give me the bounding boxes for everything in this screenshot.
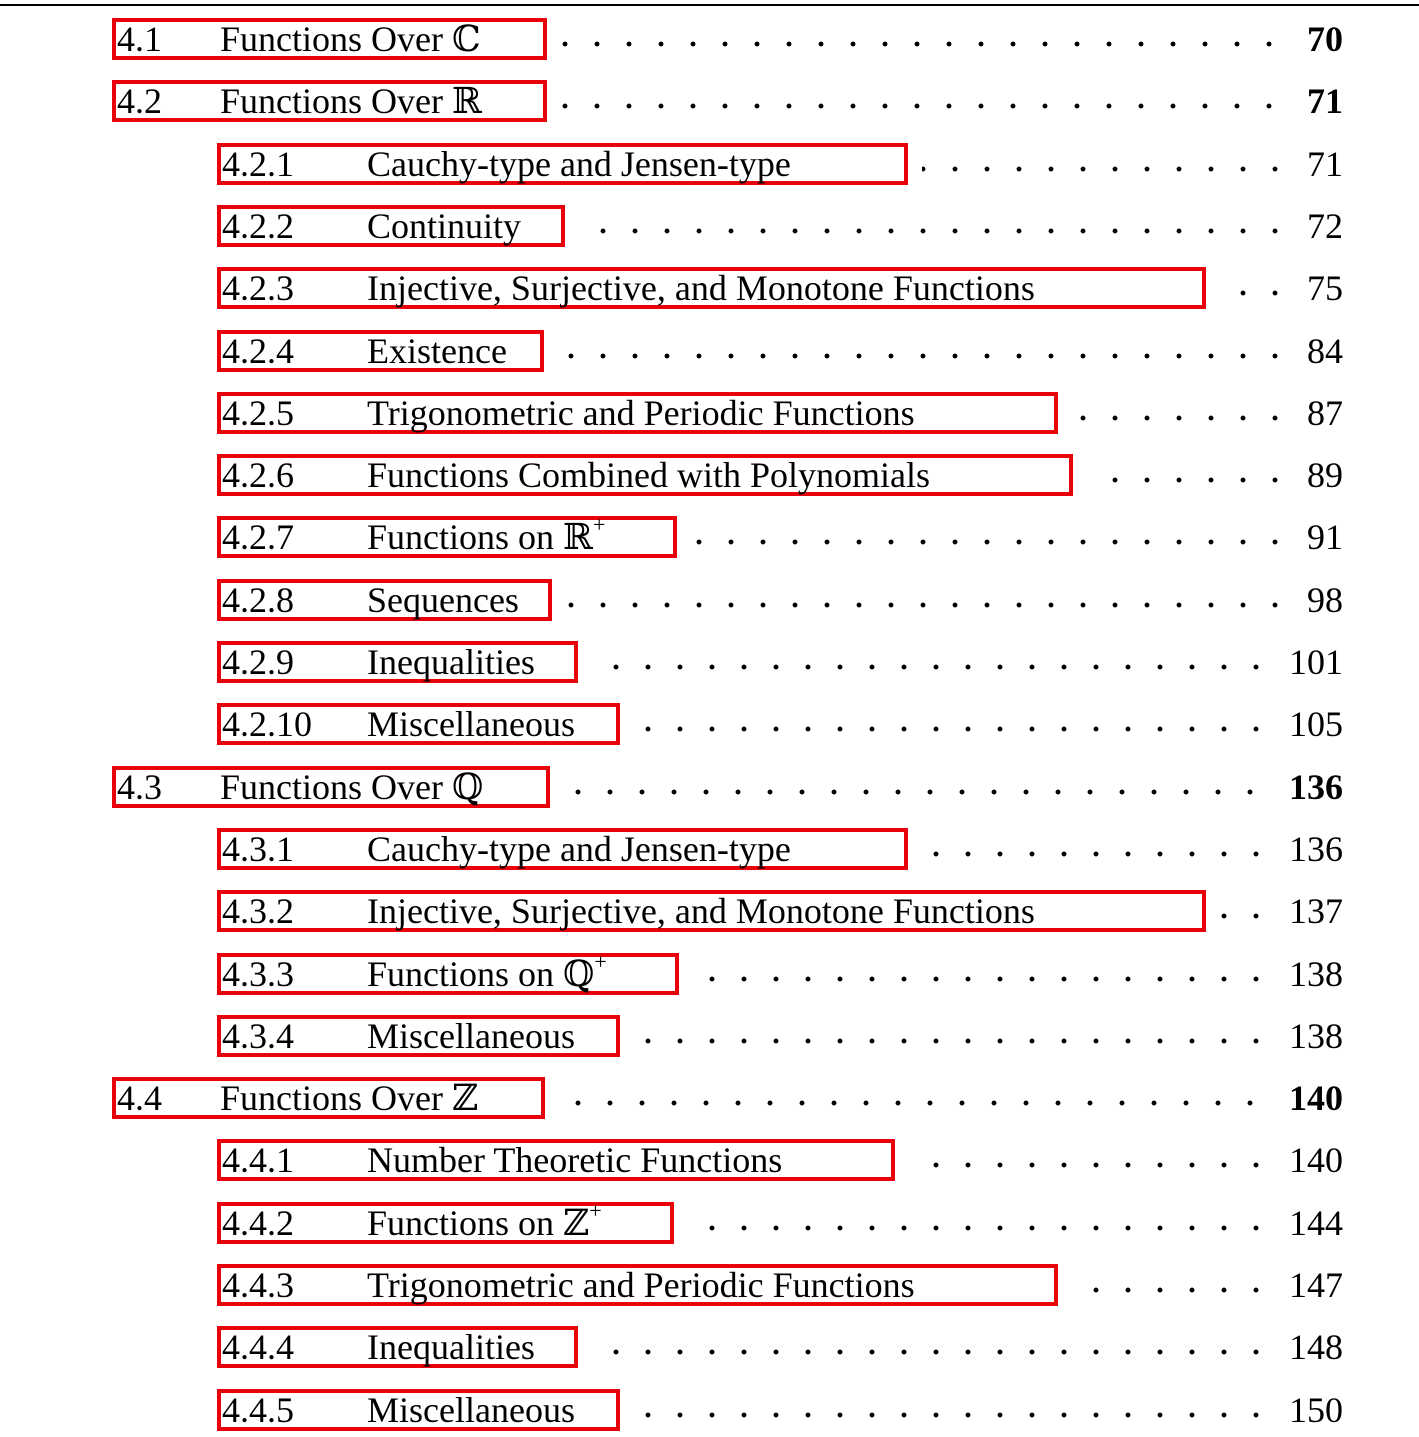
dot-leaders	[558, 352, 1291, 360]
page-number[interactable]: 71	[1307, 81, 1343, 122]
toc-entry-4-4-5[interactable]	[0, 1389, 1419, 1437]
highlight-box[interactable]	[217, 205, 565, 247]
dot-leaders	[1087, 476, 1291, 484]
dot-leaders	[1220, 912, 1272, 920]
entry-title: Injective, Surjective, and Monotone Functions	[367, 891, 1035, 932]
toc-entry-4-4-1[interactable]	[0, 1139, 1419, 1187]
highlight-box[interactable]	[217, 890, 1206, 932]
page-number[interactable]: 138	[1289, 1015, 1343, 1056]
page-number[interactable]: 98	[1307, 579, 1343, 620]
entry-number: 4.3	[117, 766, 162, 807]
dot-leaders	[693, 975, 1272, 983]
dot-leaders	[579, 227, 1291, 235]
toc-entry-4-4-3[interactable]	[0, 1264, 1419, 1312]
dot-leaders	[564, 788, 1266, 796]
entry-title: Inequalities	[367, 642, 535, 682]
entry-title: Miscellaneous	[367, 704, 575, 745]
entry-title: Functions Over ℤ	[220, 1078, 479, 1119]
highlight-box[interactable]	[217, 641, 578, 683]
highlight-box[interactable]	[112, 80, 547, 122]
page-number[interactable]: 70	[1307, 19, 1343, 59]
toc-entry-4-4-2[interactable]	[0, 1197, 1419, 1250]
entry-title: Functions Over ℚ	[220, 766, 484, 807]
toc-entry-4-2-4[interactable]	[0, 330, 1419, 378]
page-number[interactable]: 138	[1289, 953, 1343, 994]
highlight-box[interactable]	[217, 703, 620, 745]
entry-number: 4.3.3	[222, 953, 294, 994]
entry-number: 4.2.9	[222, 642, 294, 682]
entry-number: 4.1	[117, 19, 162, 59]
toc-entry-4-1[interactable]	[0, 18, 1419, 66]
page-number[interactable]: 136	[1289, 766, 1343, 807]
page-number[interactable]: 148	[1289, 1327, 1343, 1368]
page-number[interactable]: 136	[1289, 828, 1343, 869]
toc-entry-4-4[interactable]	[0, 1077, 1419, 1125]
dot-leaders	[1072, 1286, 1272, 1294]
highlight-box[interactable]	[217, 1015, 620, 1057]
page-number[interactable]: 105	[1289, 704, 1343, 745]
entry-title: Functions on ℝ+	[367, 512, 606, 558]
highlight-box[interactable]	[217, 330, 544, 372]
toc-entry-4-3-3[interactable]	[0, 948, 1419, 1001]
entry-title: Injective, Surjective, and Monotone Functions	[367, 268, 1035, 309]
dot-leaders	[1220, 289, 1291, 297]
dot-leaders	[634, 725, 1272, 733]
page-number[interactable]: 144	[1289, 1202, 1343, 1243]
entry-title: Cauchy-type and Jensen-type	[367, 828, 791, 869]
highlight-box[interactable]	[217, 454, 1073, 496]
highlight-box[interactable]	[217, 143, 908, 185]
toc-entry-4-3-1[interactable]	[0, 828, 1419, 876]
toc-entry-4-2-10[interactable]	[0, 703, 1419, 751]
entry-number: 4.4.3	[222, 1265, 294, 1305]
highlight-box[interactable]	[217, 512, 677, 558]
dot-leaders	[922, 165, 1291, 173]
entry-title: Number Theoretic Functions	[367, 1140, 783, 1181]
page-number[interactable]: 84	[1307, 330, 1343, 371]
entry-title: Trigonometric and Periodic Functions	[367, 1265, 915, 1305]
dot-leaders	[592, 1348, 1272, 1356]
toc-entry-4-2-6[interactable]	[0, 454, 1419, 502]
entry-number: 4.2.7	[222, 517, 294, 558]
entry-title: Functions on ℤ+	[367, 1197, 602, 1243]
entry-number: 4.4	[117, 1078, 162, 1119]
entry-number: 4.2.5	[222, 392, 294, 433]
page-number[interactable]: 75	[1307, 268, 1343, 309]
entry-number: 4.4.5	[222, 1389, 294, 1430]
entry-number: 4.3.2	[222, 891, 294, 932]
page-number[interactable]: 147	[1289, 1265, 1343, 1305]
dot-leaders	[688, 1224, 1272, 1232]
page-number[interactable]: 89	[1307, 455, 1343, 496]
page-number[interactable]: 91	[1307, 517, 1343, 558]
toc-entry-4-2-5[interactable]	[0, 392, 1419, 440]
dot-leaders	[561, 102, 1285, 110]
entry-number: 4.2.10	[222, 704, 312, 745]
highlight-box[interactable]	[217, 1389, 620, 1431]
highlight-box[interactable]	[217, 1264, 1058, 1306]
highlight-box[interactable]	[112, 1077, 545, 1119]
entry-title: Functions Combined with Polynomials	[367, 455, 931, 496]
entry-number: 4.2.1	[222, 143, 294, 184]
page-number[interactable]: 140	[1289, 1140, 1343, 1181]
top-horizontal-rule	[0, 4, 1419, 6]
page-number[interactable]: 140	[1289, 1078, 1343, 1119]
entry-number: 4.3.4	[222, 1015, 294, 1056]
highlight-box[interactable]	[217, 828, 908, 870]
highlight-box[interactable]	[112, 766, 550, 808]
page-number[interactable]: 150	[1289, 1389, 1343, 1430]
entry-number: 4.4.1	[222, 1140, 294, 1181]
highlight-box[interactable]	[112, 18, 547, 60]
highlight-box[interactable]	[217, 1197, 674, 1244]
entry-number: 4.4.4	[222, 1327, 294, 1368]
page-number[interactable]: 101	[1289, 642, 1343, 682]
toc-entry-4-3-4[interactable]	[0, 1015, 1419, 1063]
entry-title: Functions Over ℂ	[220, 19, 481, 59]
entry-number: 4.2.8	[222, 579, 294, 620]
entry-title: Existence	[367, 330, 507, 371]
toc-entry-4-4-4[interactable]	[0, 1326, 1419, 1374]
toc-entry-4-2-9[interactable]	[0, 641, 1419, 689]
toc-entry-4-2[interactable]	[0, 80, 1419, 128]
dot-leaders	[592, 663, 1272, 671]
toc-entry-4-2-2[interactable]	[0, 205, 1419, 253]
toc-entry-4-2-1[interactable]	[0, 143, 1419, 191]
entry-number: 4.2.6	[222, 455, 294, 496]
entry-number: 4.3.1	[222, 828, 294, 869]
dot-leaders	[634, 1411, 1272, 1419]
entry-title: Cauchy-type and Jensen-type	[367, 143, 791, 184]
dot-leaders	[561, 40, 1285, 48]
dot-leaders	[559, 1099, 1266, 1107]
entry-title: Continuity	[367, 205, 522, 246]
entry-title: Trigonometric and Periodic Functions	[367, 392, 915, 433]
entry-number: 4.4.2	[222, 1202, 294, 1243]
entry-number: 4.2.4	[222, 330, 294, 371]
entry-number: 4.2.2	[222, 205, 294, 246]
toc-entry-4-2-8[interactable]	[0, 579, 1419, 627]
page-number[interactable]: 137	[1289, 891, 1343, 932]
toc-entry-4-3[interactable]	[0, 766, 1419, 814]
highlight-box[interactable]	[217, 267, 1206, 309]
dot-leaders	[691, 538, 1291, 546]
highlight-box[interactable]	[217, 1139, 895, 1181]
entry-title: Miscellaneous	[367, 1015, 575, 1056]
dot-leaders	[1072, 414, 1291, 422]
dot-leaders	[909, 1161, 1272, 1169]
entry-number: 4.2	[117, 81, 162, 122]
toc-entry-4-2-7[interactable]	[0, 512, 1419, 564]
toc-entry-4-3-2[interactable]	[0, 890, 1419, 938]
dot-leaders	[566, 601, 1291, 609]
highlight-box[interactable]	[217, 392, 1058, 434]
entry-title: Miscellaneous	[367, 1389, 575, 1430]
page-number[interactable]: 87	[1307, 392, 1343, 433]
toc-entry-4-2-3[interactable]	[0, 267, 1419, 315]
highlight-box[interactable]	[217, 948, 679, 995]
entry-title: Inequalities	[367, 1327, 535, 1368]
highlight-box[interactable]	[217, 579, 552, 621]
dot-leaders	[922, 850, 1272, 858]
entry-title: Functions on ℚ+	[367, 948, 607, 994]
highlight-box[interactable]	[217, 1326, 578, 1368]
entry-title: Sequences	[367, 579, 519, 620]
dot-leaders	[634, 1037, 1272, 1045]
page-number[interactable]: 71	[1307, 143, 1343, 184]
entry-number: 4.2.3	[222, 268, 294, 309]
entry-title: Functions Over ℝ	[220, 81, 482, 122]
page-number[interactable]: 72	[1307, 205, 1343, 246]
